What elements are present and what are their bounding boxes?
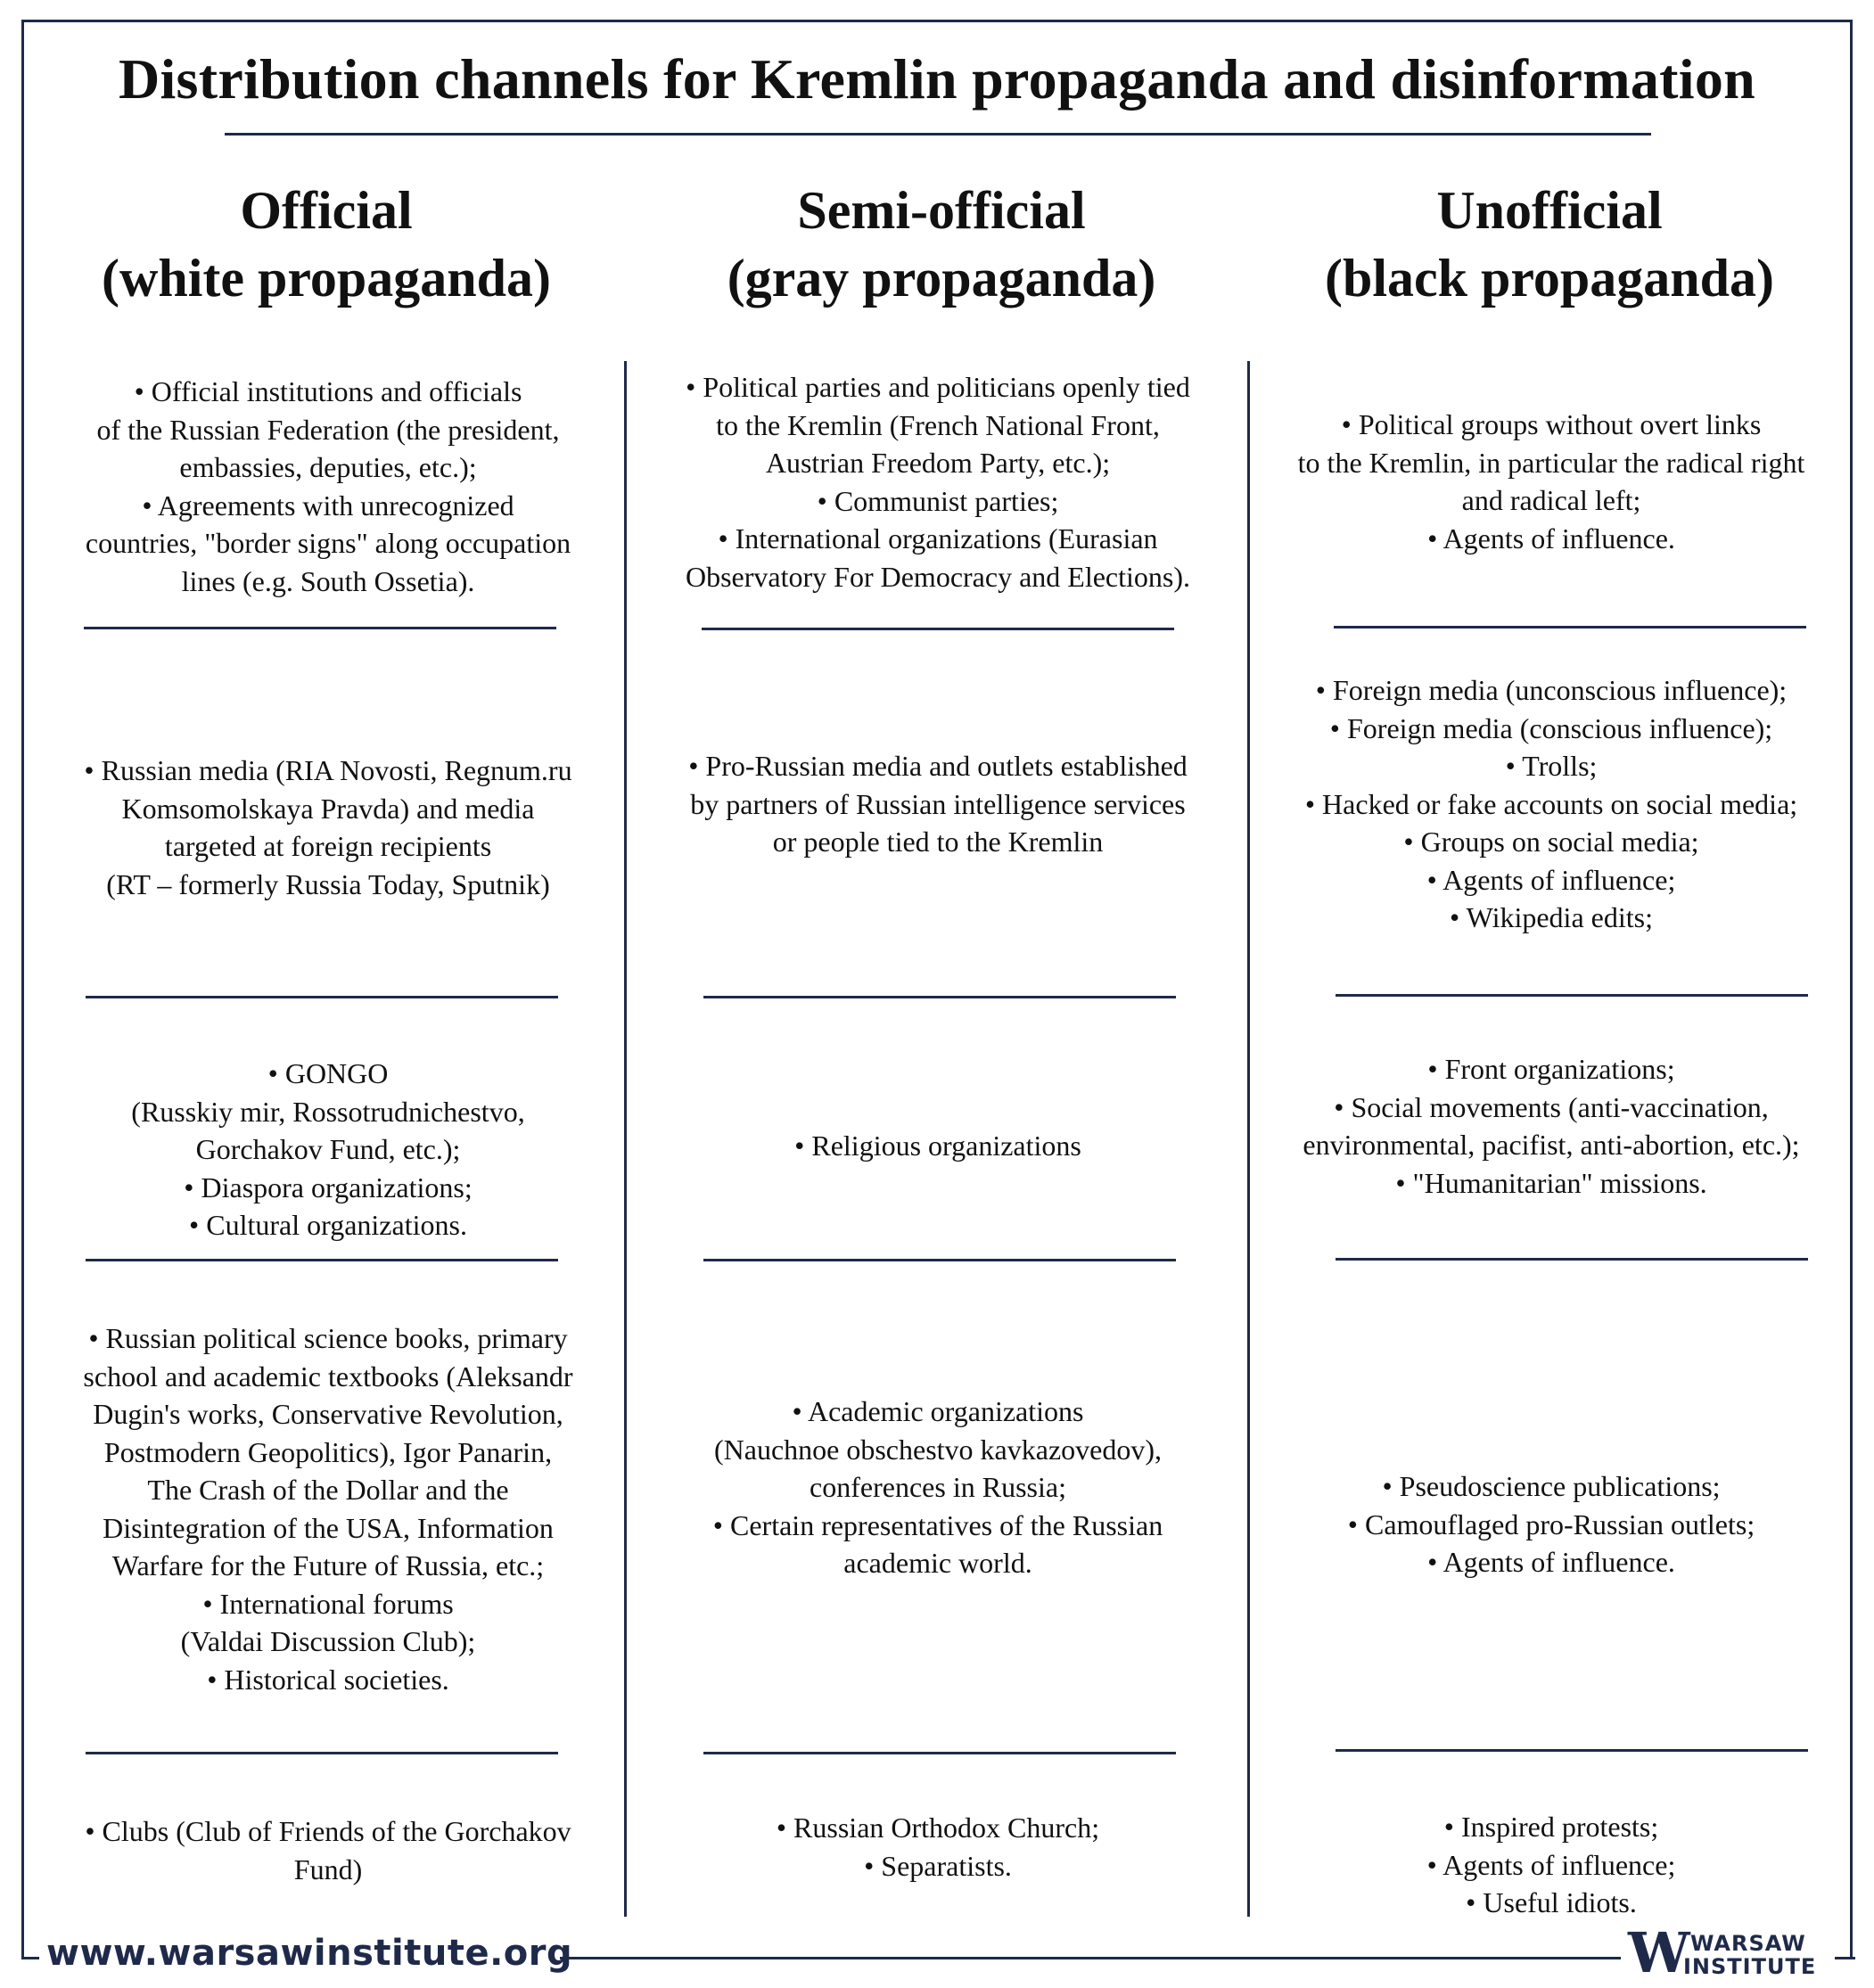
cell-text-line: • Hacked or fake accounts on social media;	[1304, 787, 1798, 820]
column-heading-line: (white propaganda)	[102, 249, 551, 308]
row-divider	[703, 996, 1176, 998]
cell-text-line: • Foreign media (conscious influence);	[1329, 711, 1773, 744]
cell-unofficial-1	[1257, 406, 1845, 557]
cell-text-line: • International forums	[202, 1587, 454, 1620]
column-heading-official	[32, 177, 621, 312]
cell-text-line: • Cultural organizations.	[189, 1209, 467, 1241]
cell-text-line: • Front organizations;	[1427, 1053, 1675, 1085]
cell-official-2	[34, 752, 622, 903]
cell-text-line: to the Kremlin, in particular the radical right	[1297, 446, 1805, 479]
row-divider	[84, 627, 556, 629]
column-heading-semi-official	[647, 177, 1236, 312]
cell-text-line: • Agreements with unrecognized	[142, 489, 514, 522]
cell-text-line: • Russian political science books, primary	[88, 1322, 568, 1354]
column-divider	[1247, 361, 1250, 1917]
cell-text-line: academic world.	[843, 1547, 1032, 1579]
frame-bottom-rule	[21, 1957, 39, 1959]
cell-text-line: • Official institutions and officials	[134, 375, 522, 407]
cell-text-line: • Russian Orthodox Church;	[776, 1811, 1100, 1844]
cell-text-line: • Agents of influence.	[1427, 522, 1675, 555]
cell-text-line: Austrian Freedom Party, etc.);	[765, 447, 1111, 479]
row-divider	[1336, 1749, 1808, 1752]
cell-text-line: lines (e.g. South Ossetia).	[181, 564, 475, 597]
cell-text-line: • Pseudoscience publications;	[1382, 1470, 1721, 1502]
cell-text-line: • Useful idiots.	[1466, 1886, 1637, 1918]
cell-text-line: • Separatists.	[864, 1849, 1012, 1882]
cell-text-line: • Political groups without overt links	[1341, 408, 1762, 440]
column-heading-line: Semi-official	[797, 181, 1086, 240]
title-divider	[225, 133, 1651, 136]
cell-text-line: • Certain representatives of the Russian	[712, 1508, 1163, 1541]
row-divider	[703, 1259, 1176, 1261]
cell-semi-official-2	[644, 747, 1232, 861]
cell-text-line: (Russkiy mir, Rossotrudnichestvo,	[131, 1095, 525, 1128]
row-divider	[86, 1259, 558, 1261]
cell-text-line: • Academic organizations	[792, 1395, 1084, 1427]
cell-semi-official-4	[644, 1392, 1232, 1582]
cell-text-line: • Political parties and politicians openly tied	[686, 371, 1190, 403]
row-divider	[1334, 626, 1806, 628]
cell-text-line: school and academic textbooks (Aleksandr	[83, 1360, 573, 1392]
logo-text-line: INSTITUTE	[1683, 1954, 1817, 1979]
website-link[interactable]: www.warsawinstitute.org	[46, 1933, 573, 1974]
cell-text-line: • Russian media (RIA Novosti, Regnum.ru	[84, 754, 572, 786]
column-divider	[624, 361, 627, 1917]
row-divider	[703, 1752, 1176, 1754]
cell-text-line: • Wikipedia edits;	[1450, 901, 1653, 933]
row-divider	[1336, 994, 1808, 997]
cell-semi-official-1	[644, 368, 1232, 596]
cell-unofficial-5	[1257, 1808, 1845, 1922]
cell-text-line: Fund)	[293, 1852, 363, 1885]
frame-bottom-rule	[560, 1957, 1621, 1959]
cell-text-line: • Social movements (anti-vaccination,	[1334, 1090, 1769, 1123]
cell-text-line: • Trolls;	[1505, 750, 1598, 782]
cell-text-line: • Inspired protests;	[1443, 1811, 1659, 1843]
cell-semi-official-5	[644, 1809, 1232, 1885]
warsaw-institute-logo	[1628, 1920, 1845, 1988]
cell-text-line: environmental, pacifist, anti-abortion, etc.);	[1303, 1129, 1800, 1161]
column-heading-line: Official	[240, 181, 413, 240]
row-divider	[86, 1752, 558, 1754]
cell-official-1	[34, 373, 622, 600]
logo-text-line: WARSAW	[1690, 1931, 1806, 1956]
row-divider	[702, 628, 1174, 630]
cell-text-line: Disintegration of the USA, Information	[103, 1511, 554, 1544]
cell-text-line: • Agents of influence.	[1427, 1546, 1675, 1578]
cell-unofficial-2	[1257, 671, 1845, 937]
cell-text-line: of the Russian Federation (the president,	[96, 413, 560, 446]
cell-text-line: • Groups on social media;	[1403, 826, 1699, 858]
cell-text-line: • Diaspora organizations;	[184, 1171, 473, 1203]
cell-text-line: Dugin's works, Conservative Revolution,	[93, 1398, 563, 1430]
cell-text-line: The Crash of the Dollar and the	[147, 1474, 509, 1506]
page-title: Distribution channels for Kremlin propaganda and disinformation	[118, 47, 1756, 111]
cell-text-line: or people tied to the Kremlin	[772, 826, 1104, 858]
cell-official-4	[34, 1319, 622, 1698]
column-heading-unofficial	[1255, 177, 1844, 312]
cell-text-line: and radical left;	[1461, 484, 1641, 516]
cell-official-5	[34, 1812, 622, 1888]
cell-semi-official-3	[644, 1127, 1232, 1165]
cell-text-line: • "Humanitarian" missions.	[1395, 1166, 1707, 1199]
cell-text-line: Komsomolskaya Pravda) and media	[121, 792, 535, 825]
column-heading-line: (gray propaganda)	[727, 249, 1156, 308]
cell-unofficial-4	[1257, 1467, 1845, 1581]
column-heading-line: (black propaganda)	[1324, 249, 1775, 308]
cell-text-line: • Agents of influence;	[1426, 1848, 1676, 1881]
cell-text-line: by partners of Russian intelligence services	[690, 787, 1186, 820]
cell-text-line: • GONGO	[267, 1057, 389, 1089]
cell-text-line: Observatory For Democracy and Elections).	[685, 560, 1191, 593]
cell-text-line: • Foreign media (unconscious influence);	[1315, 674, 1788, 706]
cell-text-line: conferences in Russia;	[810, 1471, 1066, 1503]
cell-text-line: Postmodern Geopolitics), Igor Panarin,	[103, 1435, 553, 1468]
cell-text-line: • International organizations (Eurasian	[718, 522, 1158, 555]
cell-text-line: • Camouflaged pro-Russian outlets;	[1347, 1507, 1755, 1540]
cell-text-line: • Religious organizations	[794, 1130, 1081, 1162]
cell-text-line: to the Kremlin (French National Front,	[716, 408, 1160, 441]
cell-text-line: Gorchakov Fund, etc.);	[195, 1133, 461, 1165]
cell-unofficial-3	[1257, 1050, 1845, 1202]
cell-text-line: • Clubs (Club of Friends of the Gorchakov	[85, 1815, 571, 1847]
cell-text-line: • Communist parties;	[817, 484, 1059, 517]
cell-text-line: targeted at foreign recipients	[164, 830, 492, 862]
cell-text-line: (Nauchnoe obschestvo kavkazovedov),	[713, 1433, 1163, 1466]
cell-text-line: • Historical societies.	[207, 1663, 449, 1696]
cell-official-3	[34, 1055, 622, 1245]
cell-text-line: (Valdai Discussion Club);	[180, 1625, 476, 1657]
cell-text-line: • Agents of influence;	[1426, 863, 1676, 896]
cell-text-line: embassies, deputies, etc.);	[179, 451, 477, 483]
cell-text-line: Warfare for the Future of Russia, etc.;	[111, 1549, 545, 1581]
row-divider	[1336, 1258, 1808, 1261]
logo-mark: W	[1628, 1920, 1690, 1985]
row-divider	[86, 996, 558, 998]
cell-text-line: • Pro-Russian media and outlets established	[688, 750, 1188, 782]
column-heading-line: Unofficial	[1436, 181, 1663, 240]
cell-text-line: (RT – formerly Russia Today, Sputnik)	[106, 867, 550, 900]
cell-text-line: countries, "border signs" along occupation	[85, 527, 571, 559]
